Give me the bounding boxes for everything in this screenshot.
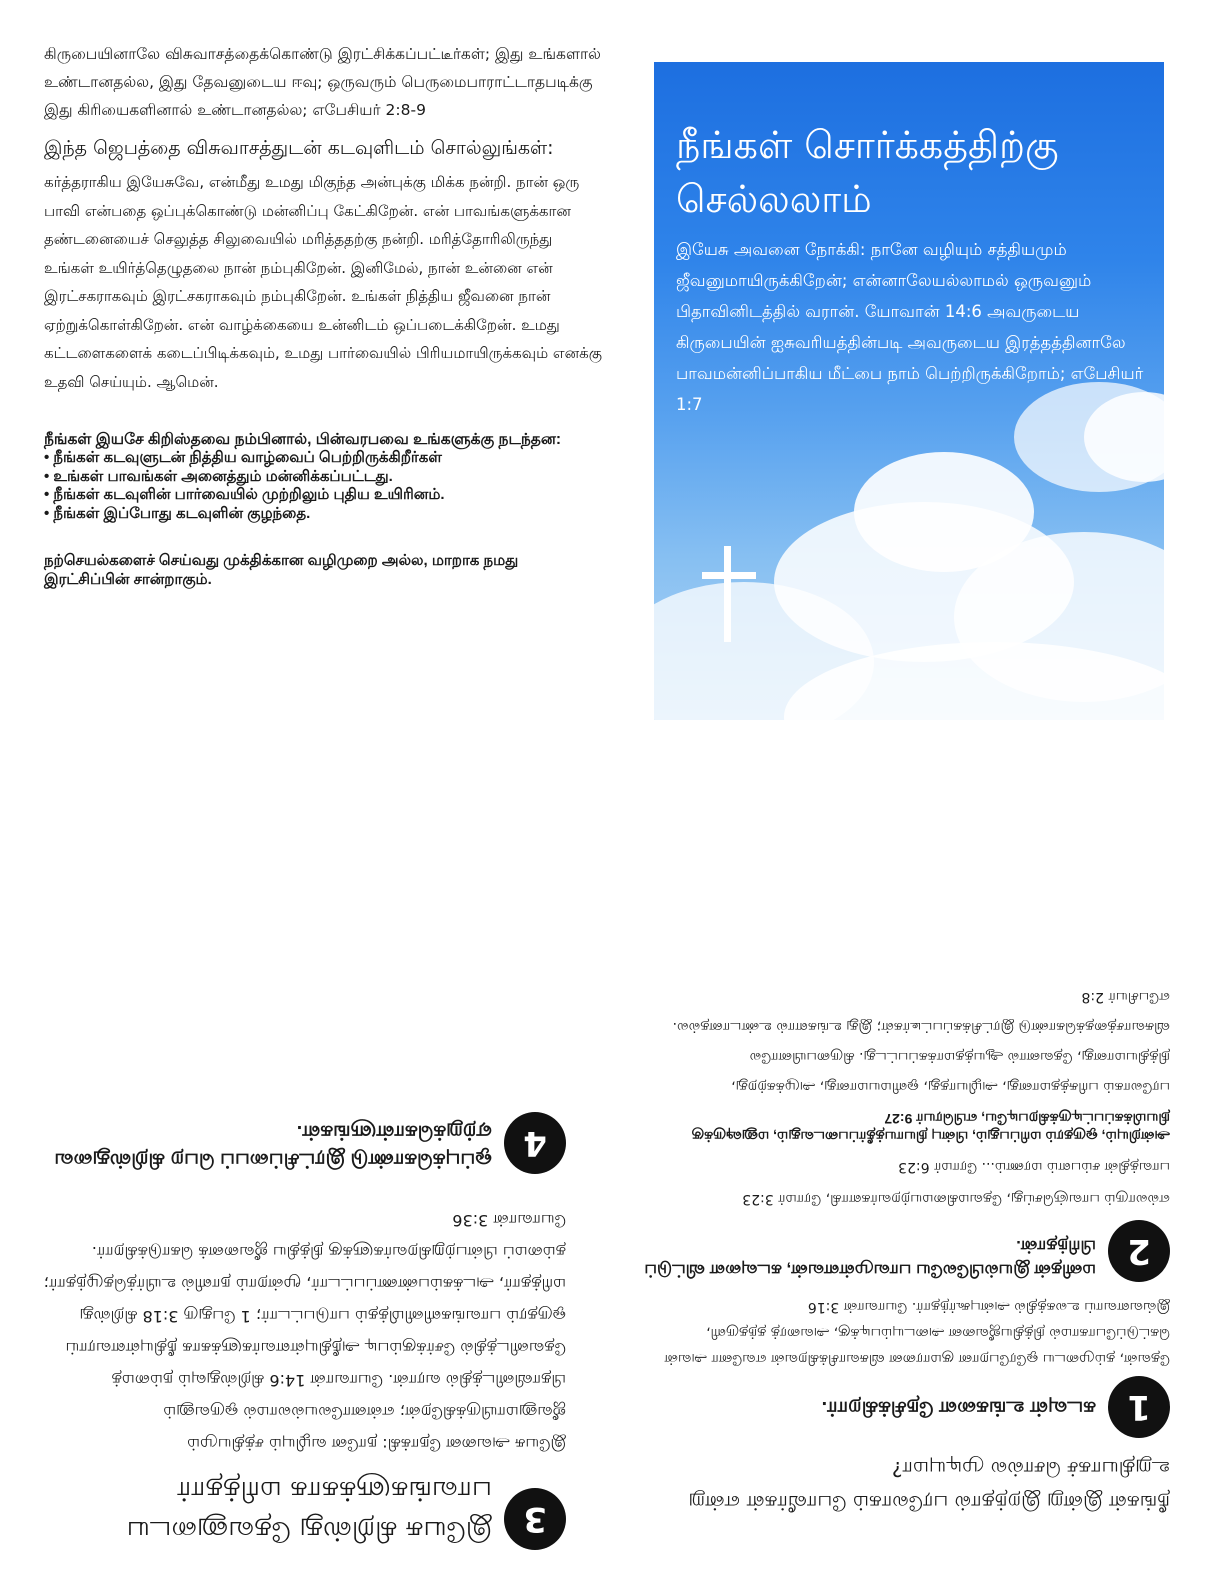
steps-1-2-panel — [640, 820, 1170, 1520]
cross-icon — [724, 546, 731, 642]
list-item: • நீங்கள் கடவுளுடன் நித்திய வாழ்வைப் பெற்றிருக்கிறீர்கள் — [44, 449, 604, 468]
step-2-header — [640, 1220, 1170, 1282]
intro-question: நீங்கள் இன்று இறந்தால் பரலோகம் போவீர்கள் என்று உறுதியாகச் சொல்ல முடியுமா? — [688, 1457, 1170, 1515]
cover-title: நீங்கள் சொர்க்கத்திற்கு செல்லலாம் — [676, 123, 1059, 221]
step-1-header — [640, 1376, 1170, 1438]
inner-text-panel — [44, 40, 604, 589]
ephesians-verse: கிருபையினாலே விசுவாசத்தைக்கொண்டு இரட்சிக்கப்பட்டீர்கள்; இது உங்களால் உண்டானதல்ல, இது தேவனுடைய ஈவு; ஒருவரும் பெருமைபாராட்டாதபடிக்கு இது கிரியைகளினால் உண்டானதல்ல; எபேசியர் 2:8-9 — [44, 45, 601, 119]
step-3-title: இயேசு கிறிஸ்து தேவனுடைய பாவங்களுக்காக மரித்தார் — [126, 1475, 492, 1546]
step-3-header — [40, 1470, 566, 1550]
step-3-body: இயேசு அவனை நோக்கி: நானே வழியும் சத்தியமும் ஜீவனுமாயிருக்கிறேன்; என்னாலேயல்லாமல் ஒருவனும் பிதாவினிடத்தில் வரான். யோவான் 14:6 கிறிஸ்துவும் நம்மைத் தேவனிடத்தில் சேர்க்கும்படி அநீதியுள்ளவர்களுக்காக நீதியுள்ளவராய் ஒருதரம் பாவங்களினிமித்தம் பாடுபட்டார்; 1 பேதுரு 3:18 கிறிஸ்து மரித்தார், அடக்கம்பண்ணப்பட்டார், மூன்றாம் நாளில் உயிர்த்தெழுந்தார்; தம்மைப் பின்பற்றுகிறவர்களுக்கு நித்திய ஜீவனைக் கொடுக்கிறார். யோவான் 3:36 — [43, 1211, 566, 1454]
step-2-verse-1: எல்லாரும் பாவஞ்செய்து, தேவமகிமையற்றவர்களாகி, ரோமர் 3:23 — [742, 1191, 1170, 1207]
prayer-text: கர்த்தராகிய இயேசுவே, என்மீது உமது மிகுந்த அன்புக்கு மிக்க நன்றி. நான் ஒரு பாவி என்பதை ஒப்புக்கொண்டு மன்னிப்பு கேட்கிறேன். என் பாவங்களுக்கான தண்டனையைச் செலுத்த சிலுவையில் மரித்ததற்கு நன்றி. மரித்தோரிலிருந்து உங்கள் உயிர்த்தெழுதலை நான் நம்புகிறேன். இனிமேல், நான் உன்னை என் இரட்சகராகவும் இரட்சகராகவும் நம்புகிறேன். உங்கள் நித்திய ஜீவனை நான் ஏற்றுக்கொள்கிறேன். என் வாழ்க்கையை உன்னிடம் ஒப்படைக்கிறேன். உமது கட்டளைகளைக் கடைப்பிடிக்கவும், உமது பார்வையில் பிரியமாயிருக்கவும் எனக்கு உதவி செய்யும். ஆமென். — [44, 173, 603, 391]
cover-verse: இயேசு அவனை நோக்கி: நானே வழியும் சத்தியமும் ஜீவனுமாயிருக்கிறேன்; என்னாலேயல்லாமல் ஒருவனும் பிதாவினிடத்தில் வரான். யோவான் 14:6 அவருடைய கிருபையின் ஐசுவரியத்தின்படி அவருடைய இரத்தத்தினாலே பாவமன்னிப்பாகிய மீட்பை நாம் பெற்றிருக்கிறோம்; எபேசியர் 1:7 — [676, 240, 1144, 414]
step-number-badge: 4 — [504, 1112, 566, 1174]
step-2-title: மனிதன் இயல்பிலேயே பாவமுள்ளவன், கடவுளை விட்டுப் பிரிந்தான். — [644, 1237, 1096, 1280]
cover-panel — [654, 62, 1164, 720]
cross-icon — [702, 572, 756, 579]
list-item: • உங்கள் பாவங்கள் அனைத்தும் மன்னிக்கப்பட்டது. — [44, 468, 604, 487]
benefits-list — [44, 449, 604, 523]
step-number-badge: 1 — [1108, 1376, 1170, 1438]
believe-heading: நீங்கள் இயசே கிறிஸ்தவை நம்பினால், பின்வரபவை உங்களுக்கு நடந்தன: — [44, 431, 562, 448]
step-2-body: பரலோகம் பரிசுத்தமானது, அழியாதது, ஒளிமயமானது, அழுக்கற்றது, நித்தியமானது, தேவனால் ஆயத்தமாக்கப்பட்டது. கிருபையினாலே விசுவாசத்தைக்கொண்டு இரட்சிக்கப்பட்டீர்கள்; இது உங்களால் உண்டானதல்ல. எபேசியர் 2:8 — [672, 989, 1170, 1095]
works-note: நற்செயல்களைச் செய்வது முக்திக்கான வழிமுறை அல்ல, மாறாக நமது இரட்சிப்பின் சான்றாகும். — [44, 552, 519, 588]
step-4-header — [40, 1112, 566, 1174]
step-1-title: கடவுள் உங்களை நேசிக்கிறார். — [821, 1397, 1096, 1419]
step-number-badge: 2 — [1108, 1220, 1170, 1282]
step-2-verse-2: பாவத்தின் சம்பளம் மரணம்... ரோமர் 6:23 — [898, 1159, 1170, 1175]
step-number-badge: 3 — [504, 1488, 566, 1550]
prayer-heading: இந்த ஜெபத்தை விசுவாசத்துடன் கடவுளிடம் சொல்லுங்கள்: — [44, 137, 554, 159]
step-1-body: தேவன், தம்முடைய ஒரேபேறான குமாரனை விசுவாசிக்கிறவன் எவனோ அவன் கெட்டுப்போகாமல் நித்தியஜீவனை அடையும்படிக்கு, அவரைத் தந்தருளி, இவ்வளவாய் உலகத்தில் அன்புகூர்ந்தார். யோவான் 3:16 — [664, 1299, 1170, 1367]
step-2-verse-3: அன்றியும், ஒருதரம் மரிப்பதும், பின்பு நியாயத்தீர்ப்படைவதும், மனுஷருக்கு நியமிக்கப்பட்டிருக்கிறபடியே, எபிரெயர் 9:27 — [691, 1111, 1170, 1145]
list-item: • நீங்கள் கடவுளின் பார்வையில் முற்றிலும் புதிய உயிரினம். — [44, 486, 604, 505]
list-item: • நீங்கள் இப்போது கடவுளின் குழந்தை. — [44, 505, 604, 524]
step-4-title: ஒப்புக்கொண்டு இரட்சிப்பைப் பெற கிறிஸ்துவை ஏற்றுக்கொள்ளுங்கள். — [54, 1121, 492, 1171]
steps-3-4-panel — [40, 850, 566, 1550]
